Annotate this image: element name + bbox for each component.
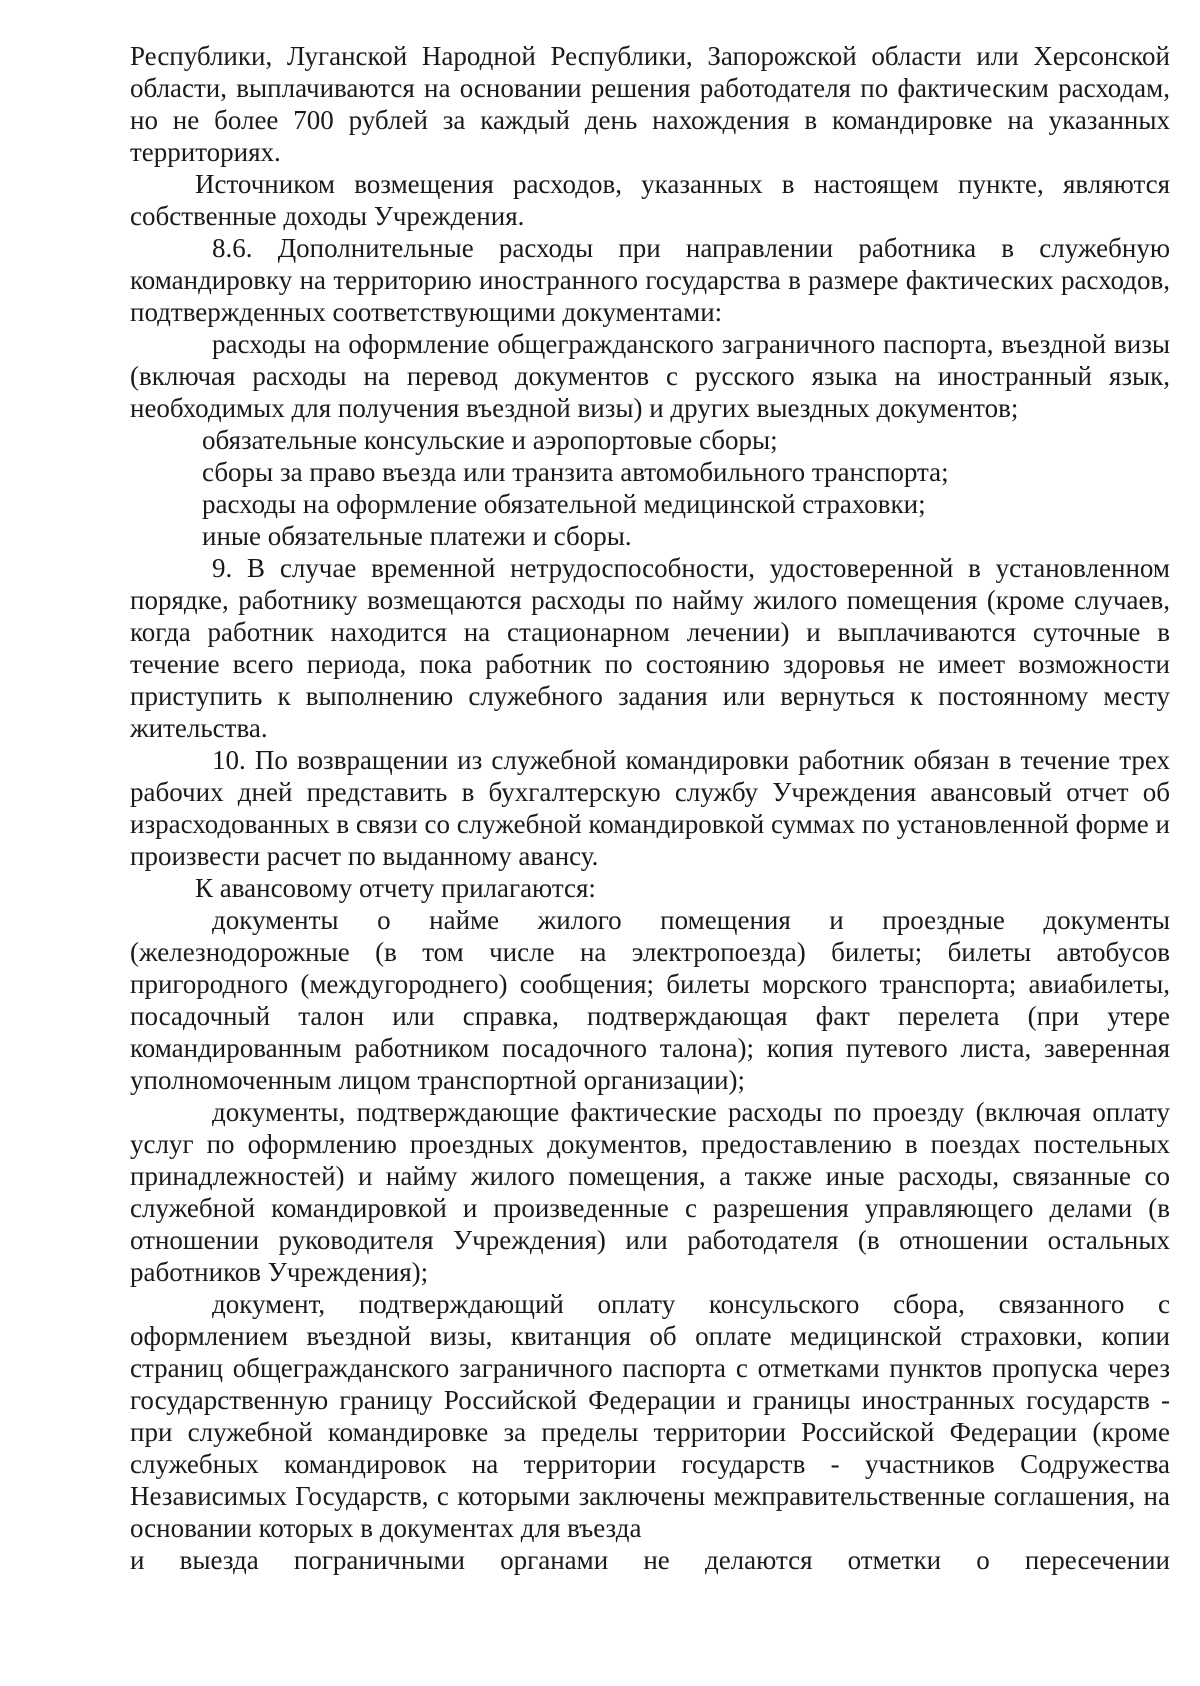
section-8-6-item: обязательные консульские и аэропортовые сборы; [202,425,778,455]
attachment-item: документ, подтверждающий оплату консульского сбора, связанного с оформлением въездной визы, квитанция об оплате медицинской страховки, копии страниц общегражданского заграничного паспорта с отметками пунктов пропуска через государственную границу Российской Федерации и границы иностранных государств - при служебной командировке за пределы территории Российской Федерации (кроме служебных командировок на территории государств - участников Содружества Независимых Государств, с которыми заключены межправительственные соглашения, на основании которых в документах для въезда [130,1289,1170,1543]
document-page [130,40,1170,1660]
section-8-6-passport-visa: расходы на оформление общегражданского заграничного паспорта, въездной визы (включая расходы на перевод документов с русского языка на иностранный язык, необходимых для получения въездной визы) и других выездных документов; [130,329,1170,423]
section-8-6-item: сборы за право въезда или транзита автомобильного транспорта; [202,457,949,487]
funding-source-paragraph: Источником возмещения расходов, указанных в настоящем пункте, являются собственные доходы Учреждения. [130,169,1170,231]
attachment-item: документы, подтверждающие фактические расходы по проезду (включая оплату услуг по оформлению проездных документов, предоставлению в поездах постельных принадлежностей) и найму жилого помещения, а также иные расходы, связанные со служебной командировкой и произведенные с разрешения управляющего делами (в отношении руководителя Учреждения) или работодателя (в отношении остальных работников Учреждения); [130,1097,1170,1287]
section-10-paragraph: 10. По возвращении из служебной командировки работник обязан в течение трех рабочих дней представить в бухгалтерскую службу Учреждения авансовый отчет об израсходованных в связи со служебной командировкой суммах по установленной форме и произвести расчет по выданному авансу. [130,745,1170,871]
section-9-paragraph: 9. В случае временной нетрудоспособности, удостоверенной в установленном порядке, работнику возмещаются расходы по найму жилого помещения (кроме случаев, когда работник находится на стационарном лечении) и выплачиваются суточные в течение всего периода, пока работник по состоянию здоровья не имеет возможности приступить к выполнению служебного задания или вернуться к постоянному месту жительства. [130,553,1170,743]
section-8-6-item: расходы на оформление обязательной медицинской страховки; [202,489,926,519]
attachment-item: документы о найме жилого помещения и проездные документы (железнодорожные (в том числе на электропоезда) билеты; билеты автобусов пригородного (междугороднего) сообщения; билеты морского транспорта; авиабилеты, посадочный талон или справка, подтверждающая факт перелета (при утере командированным работником посадочного талона); копия путевого листа, заверенная уполномоченным лицом транспортной организации); [130,905,1170,1095]
section-8-6-item: иные обязательные платежи и сборы. [202,521,632,551]
section-8-6-intro: 8.6. Дополнительные расходы при направлении работника в служебную командировку на территорию иностранного государства в размере фактических расходов, подтвержденных соответствующими документами: [130,233,1170,327]
continuation-paragraph: Республики, Луганской Народной Республики, Запорожской области или Херсонской области, выплачиваются на основании решения работодателя по фактическим расходам, но не более 700 рублей за каждый день нахождения в командировке на указанных территориях. [130,41,1170,167]
attachments-intro: К авансовому отчету прилагаются: [195,873,596,903]
trailing-line: и выезда пограничными органами не делаются отметки о пересечении [130,1545,1170,1575]
